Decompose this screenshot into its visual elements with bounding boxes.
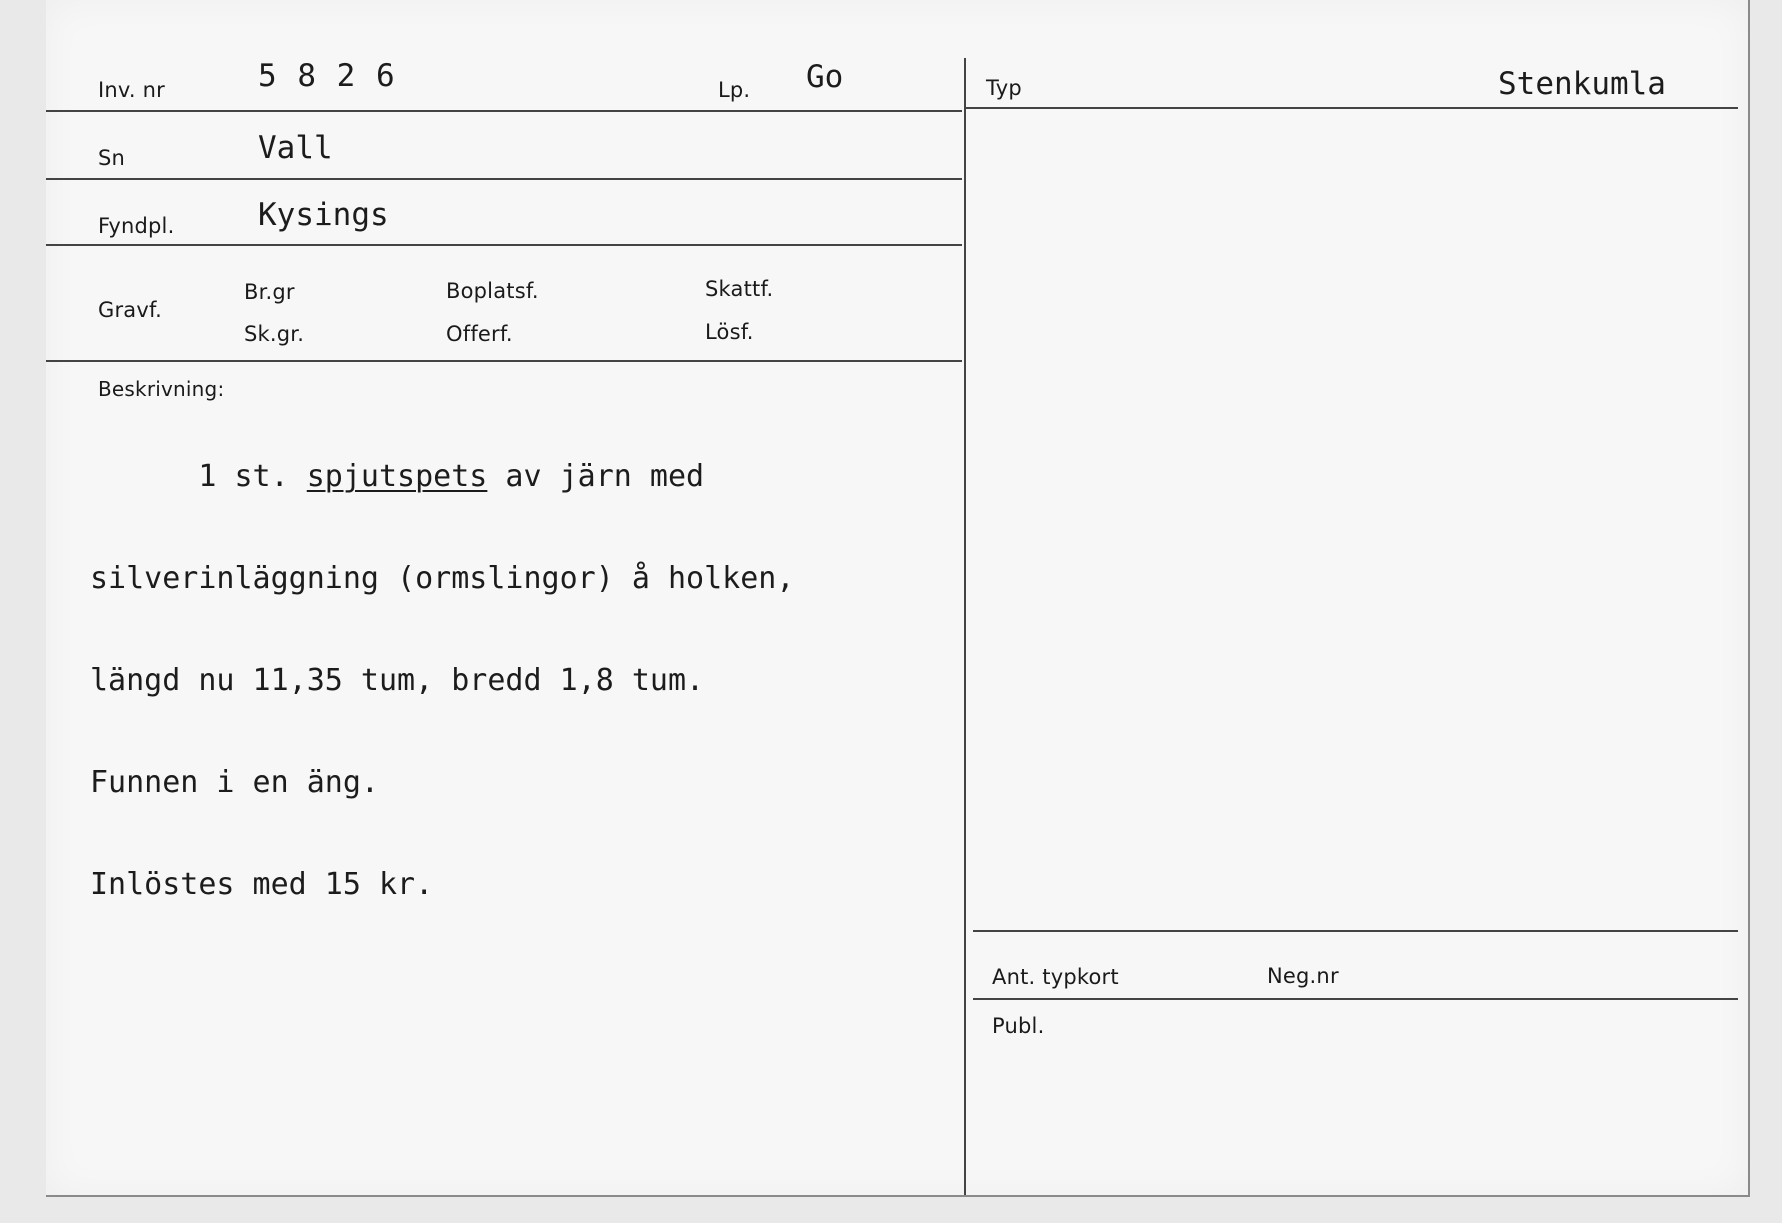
description-line-4: Funnen i en äng. [90, 765, 379, 800]
lp-label: Lp. [718, 78, 751, 102]
offerf-label: Offerf. [446, 322, 513, 346]
row-divider-ant [973, 930, 1738, 932]
description-line-5: Inlöstes med 15 kr. [90, 867, 434, 902]
ant-typkort-label: Ant. typkort [992, 965, 1119, 989]
row-divider-inv [46, 110, 962, 112]
description-line-1-end: av järn med [487, 459, 705, 494]
row-divider-typ [966, 107, 1738, 109]
sn-value: Vall [258, 130, 333, 166]
description-line-1 [90, 460, 794, 494]
sk-gr-label: Sk.gr. [244, 322, 305, 346]
fyndpl-value: Kysings [258, 197, 389, 233]
row-divider-gravf [46, 360, 962, 362]
typ-value: Stenkumla [1498, 66, 1666, 102]
lp-value: Go [806, 59, 844, 95]
beskrivning-label: Beskrivning: [98, 377, 225, 401]
description-line-2: silverinläggning (ormslingor) å holken, [90, 561, 795, 596]
column-divider [964, 58, 966, 1195]
gravf-label: Gravf. [98, 298, 162, 322]
typ-label: Typ [986, 76, 1022, 100]
boplatsf-label: Boplatsf. [446, 279, 539, 303]
publ-label: Publ. [992, 1014, 1045, 1038]
description-underlined-word: spjutspets [306, 459, 488, 494]
inv-nr-value: 5 8 2 6 [258, 58, 396, 94]
description-line-3: längd nu 11,35 tum, bredd 1,8 tum. [90, 663, 705, 698]
sn-label: Sn [98, 146, 126, 170]
neg-nr-label: Neg.nr [1267, 964, 1339, 988]
description-text [90, 392, 794, 936]
row-divider-publ [973, 998, 1738, 1000]
row-divider-sn [46, 178, 962, 180]
losf-label: Lösf. [705, 320, 754, 344]
br-gr-label: Br.gr [244, 280, 295, 304]
fyndpl-label: Fyndpl. [98, 214, 175, 238]
row-divider-fyndpl [46, 244, 962, 246]
skattf-label: Skattf. [705, 277, 774, 301]
description-line-1-start: 1 st. [90, 459, 307, 494]
inv-nr-label: Inv. nr [98, 78, 165, 102]
